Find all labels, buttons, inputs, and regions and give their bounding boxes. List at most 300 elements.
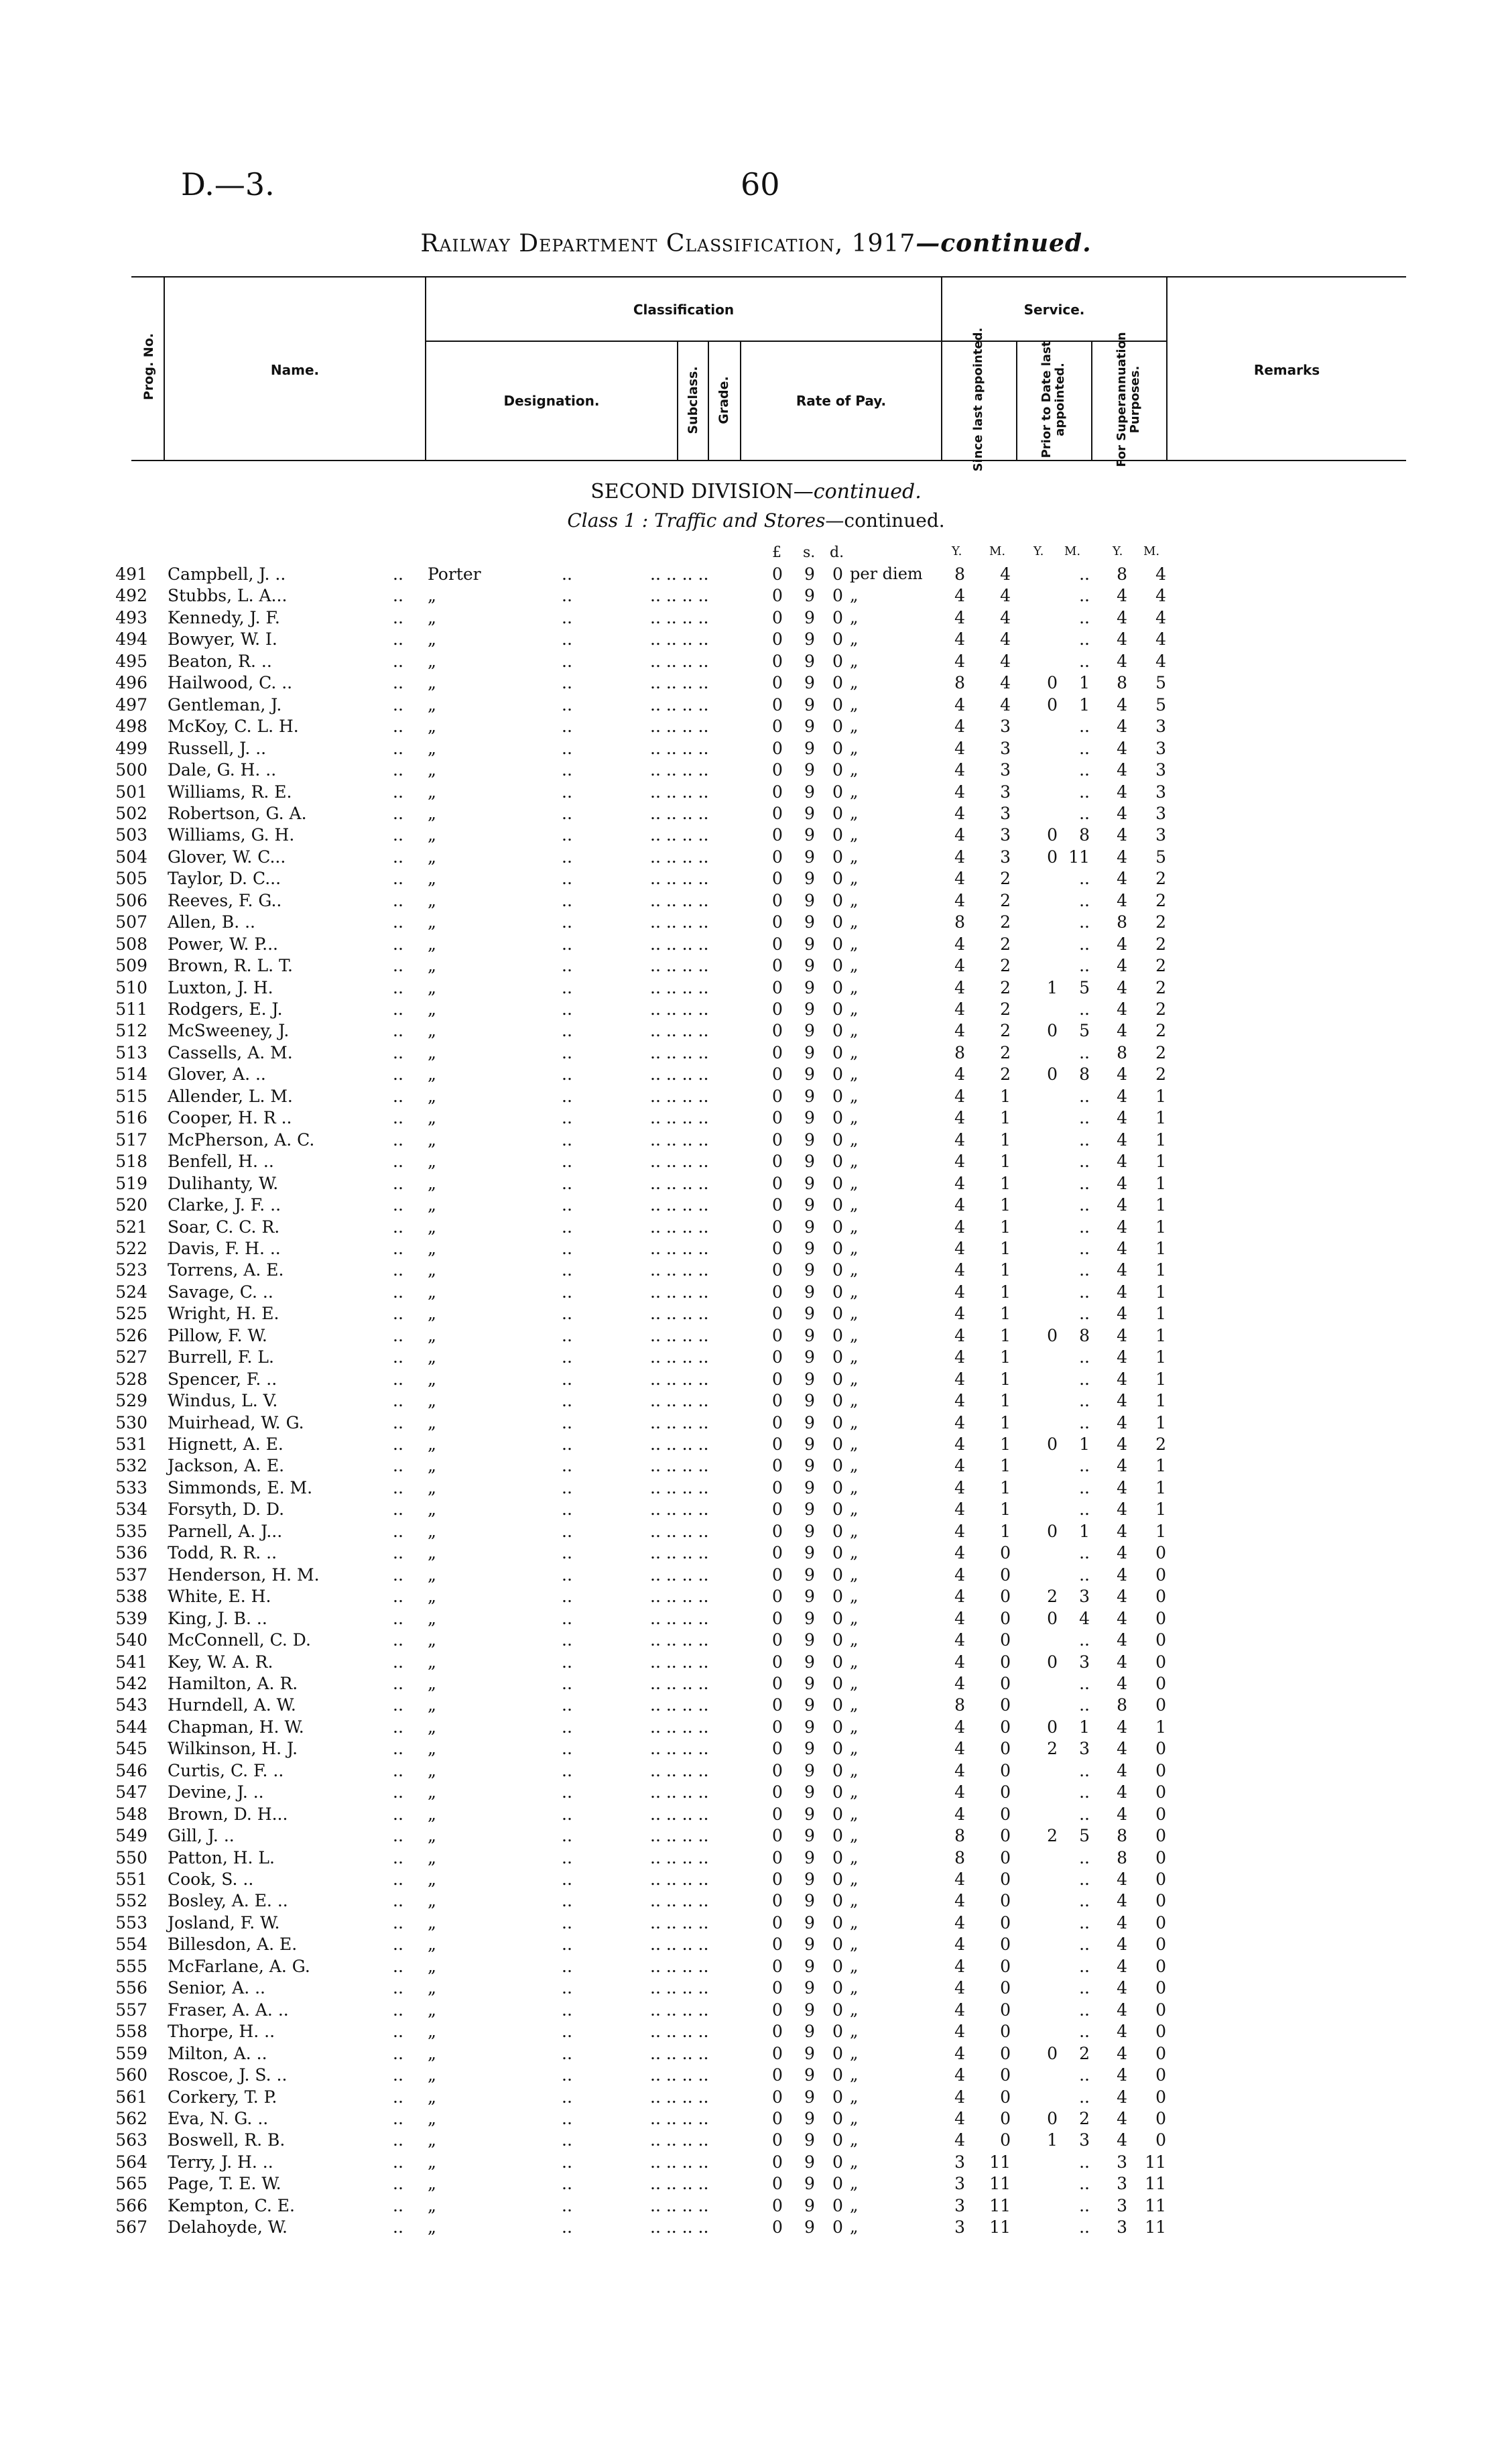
table-row (0, 978, 1512, 999)
leader-dots: .. (393, 1129, 403, 1150)
row-since-years: 4 (954, 1891, 965, 1911)
leader-dots: .. (393, 1260, 403, 1280)
leader-dots: .. (393, 782, 403, 802)
row-prior-months: .. (1079, 1499, 1090, 1520)
row-number: 535 (115, 1521, 147, 1541)
leader-dots: .. .. .. .. (650, 1587, 709, 1607)
row-prior-months: .. (1079, 738, 1090, 758)
row-rate-period: „ (850, 1521, 859, 1540)
table-row (0, 1499, 1512, 1521)
table-row (0, 2065, 1512, 2087)
unit-super-months: M. (1143, 544, 1160, 558)
rate-shillings: 9 (804, 2022, 815, 2042)
rate-shillings: 9 (804, 651, 815, 671)
leader-dots: .. (393, 651, 403, 671)
row-since-months: 0 (1000, 2065, 1011, 2085)
rate-shillings: 9 (804, 1543, 815, 1563)
row-prior-months: 2 (1079, 2043, 1090, 2063)
row-designation: „ (428, 586, 436, 606)
rate-pence: 0 (832, 1717, 843, 1737)
row-since-months: 0 (1000, 1891, 1011, 1911)
row-super-years: 4 (1117, 2130, 1127, 2150)
leader-dots: .. (393, 1630, 403, 1650)
row-super-years: 4 (1117, 956, 1127, 976)
row-name: McConnell, C. D. (168, 1630, 311, 1650)
row-since-years: 4 (954, 1238, 965, 1258)
row-since-months: 0 (1000, 2087, 1011, 2107)
row-name: Delahoyde, W. (168, 2217, 288, 2237)
row-number: 504 (115, 847, 147, 867)
leader-dots: .. (393, 1325, 403, 1345)
row-prior-months: .. (1079, 1630, 1090, 1650)
unit-super-years: Y. (1113, 544, 1123, 558)
row-name: Williams, G. H. (168, 825, 295, 845)
row-super-years: 4 (1117, 1608, 1127, 1628)
leader-dots: .. (562, 1129, 572, 1150)
leader-dots: .. .. .. .. (650, 1042, 709, 1062)
row-designation: „ (428, 934, 436, 954)
rate-shillings: 9 (804, 1129, 815, 1150)
row-since-years: 4 (954, 1217, 965, 1237)
rate-pence: 0 (832, 1347, 843, 1367)
row-designation: „ (428, 1391, 436, 1411)
leader-dots: .. (562, 673, 572, 693)
row-since-years: 4 (954, 1717, 965, 1737)
row-designation: „ (428, 1434, 436, 1454)
leader-dots: .. (393, 2108, 403, 2128)
row-name: Gentleman, J. (168, 694, 282, 715)
row-rate-period: „ (850, 1565, 859, 1584)
rate-shillings: 9 (804, 586, 815, 606)
leader-dots: .. (562, 869, 572, 889)
rate-pounds: 0 (772, 825, 783, 845)
leader-dots: .. (393, 1391, 403, 1411)
row-name: Dulihanty, W. (168, 1173, 279, 1193)
rate-pence: 0 (832, 2195, 843, 2215)
row-prior-months: .. (1079, 1042, 1090, 1062)
col-classification: Classification (633, 302, 735, 318)
row-super-months: 0 (1155, 1608, 1166, 1628)
leader-dots: .. (393, 869, 403, 889)
row-rate-period: „ (850, 1608, 859, 1628)
rate-pence: 0 (832, 2130, 843, 2150)
row-prior-months: 11 (1068, 847, 1090, 867)
row-super-months: 1 (1155, 1369, 1166, 1389)
rate-shillings: 9 (804, 1260, 815, 1280)
row-number: 539 (115, 1608, 147, 1628)
table-row (0, 1804, 1512, 1826)
leader-dots: .. (393, 1847, 403, 1867)
row-since-years: 4 (954, 717, 965, 737)
rate-pence: 0 (832, 1064, 843, 1085)
row-prior-months: .. (1079, 1912, 1090, 1932)
row-since-months: 1 (1000, 1173, 1011, 1193)
row-prior-months: .. (1079, 1782, 1090, 1802)
row-number: 530 (115, 1412, 147, 1432)
row-super-years: 4 (1117, 1891, 1127, 1911)
rate-shillings: 9 (804, 1064, 815, 1085)
row-rate-period: „ (850, 1673, 859, 1693)
leader-dots: .. (562, 2087, 572, 2107)
leader-dots: .. (562, 2065, 572, 2085)
row-name: Henderson, H. M. (168, 1565, 320, 1585)
row-prior-months: .. (1079, 586, 1090, 606)
row-rate-period: „ (850, 2043, 859, 2063)
row-since-months: 3 (1000, 847, 1011, 867)
leader-dots: .. (562, 1282, 572, 1302)
leader-dots: .. .. .. .. (650, 1608, 709, 1628)
table-row (0, 1130, 1512, 1152)
rate-pence: 0 (832, 999, 843, 1019)
row-name: Power, W. P... (168, 934, 278, 954)
row-designation: „ (428, 1782, 436, 1802)
rate-pounds: 0 (772, 1260, 783, 1280)
rate-pounds: 0 (772, 1129, 783, 1150)
row-since-years: 4 (954, 1912, 965, 1932)
row-since-months: 0 (1000, 1804, 1011, 1824)
rate-pounds: 0 (772, 1021, 783, 1041)
leader-dots: .. .. .. .. (650, 2152, 709, 2172)
row-rate-period: „ (850, 1195, 859, 1215)
row-rate-period: „ (850, 1391, 859, 1410)
row-designation: „ (428, 2174, 436, 2194)
row-super-years: 4 (1117, 1325, 1127, 1345)
leader-dots: .. .. .. .. (650, 1935, 709, 1955)
row-designation: „ (428, 1021, 436, 1041)
row-number: 537 (115, 1565, 147, 1585)
rate-pounds: 0 (772, 1217, 783, 1237)
row-super-years: 4 (1117, 1347, 1127, 1367)
row-since-months: 4 (1000, 586, 1011, 606)
row-since-years: 4 (954, 1173, 965, 1193)
row-super-months: 0 (1155, 1847, 1166, 1867)
row-since-years: 4 (954, 1739, 965, 1759)
rate-pounds: 0 (772, 2043, 783, 2063)
row-super-years: 4 (1117, 738, 1127, 758)
row-number: 556 (115, 1978, 147, 1998)
rate-shillings: 9 (804, 1499, 815, 1520)
rate-pounds: 0 (772, 977, 783, 997)
leader-dots: .. .. .. .. (650, 1782, 709, 1802)
row-rate-period: „ (850, 1064, 859, 1084)
row-number: 524 (115, 1282, 147, 1302)
leader-dots: .. .. .. .. (650, 607, 709, 627)
row-super-months: 0 (1155, 1956, 1166, 1976)
leader-dots: .. .. .. .. (650, 1456, 709, 1476)
table-row (0, 1782, 1512, 1804)
row-super-years: 4 (1117, 1935, 1127, 1955)
row-prior-months: .. (1079, 1956, 1090, 1976)
row-rate-period: „ (850, 1173, 859, 1192)
rate-pence: 0 (832, 912, 843, 932)
rate-pence: 0 (832, 1260, 843, 1280)
leader-dots: .. .. .. .. (650, 2195, 709, 2215)
table-row (0, 2044, 1512, 2065)
row-rate-period: „ (850, 1412, 859, 1432)
row-super-months: 1 (1155, 1152, 1166, 1172)
row-prior-months: 3 (1079, 2130, 1090, 2150)
row-super-months: 4 (1155, 651, 1166, 671)
row-since-months: 1 (1000, 1434, 1011, 1454)
row-name: Page, T. E. W. (168, 2174, 281, 2194)
row-number: 526 (115, 1325, 147, 1345)
leader-dots: .. (562, 1978, 572, 1998)
row-number: 560 (115, 2065, 147, 2085)
table-row (0, 1304, 1512, 1325)
row-since-months: 1 (1000, 1456, 1011, 1476)
rate-shillings: 9 (804, 1477, 815, 1497)
rate-shillings: 9 (804, 956, 815, 976)
leader-dots: .. (562, 2174, 572, 2194)
row-super-years: 4 (1117, 1260, 1127, 1280)
row-designation: „ (428, 1217, 436, 1237)
table-row (0, 1522, 1512, 1543)
row-since-years: 4 (954, 1086, 965, 1106)
rate-pounds: 0 (772, 717, 783, 737)
row-designation: „ (428, 825, 436, 845)
row-super-years: 4 (1117, 847, 1127, 867)
rate-shillings: 9 (804, 912, 815, 932)
row-number: 528 (115, 1369, 147, 1389)
row-name: Torrens, A. E. (168, 1260, 284, 1280)
rate-shillings: 9 (804, 2043, 815, 2063)
rate-shillings: 9 (804, 1391, 815, 1411)
row-name: Campbell, J. .. (168, 564, 286, 584)
row-designation: „ (428, 629, 436, 650)
row-number: 542 (115, 1673, 147, 1693)
leader-dots: .. (562, 1543, 572, 1563)
col-prog-no: Prog. No. (141, 333, 156, 400)
rate-pence: 0 (832, 1847, 843, 1867)
leader-dots: .. (562, 1042, 572, 1062)
rate-pence: 0 (832, 673, 843, 693)
row-super-years: 4 (1117, 1760, 1127, 1780)
row-designation: „ (428, 738, 436, 758)
rate-shillings: 9 (804, 2217, 815, 2237)
rate-pounds: 0 (772, 1826, 783, 1846)
leader-dots: .. (393, 1956, 403, 1976)
row-designation: „ (428, 2130, 436, 2150)
row-name: Todd, R. R. .. (168, 1543, 277, 1563)
rate-pounds: 0 (772, 1499, 783, 1520)
rate-pence: 0 (832, 1021, 843, 1041)
row-name: Bowyer, W. I. (168, 629, 277, 650)
row-number: 520 (115, 1195, 147, 1215)
row-prior-months: .. (1079, 2065, 1090, 2085)
leader-dots: .. (393, 1064, 403, 1085)
row-name: White, E. H. (168, 1587, 271, 1607)
row-prior-months: .. (1079, 1935, 1090, 1955)
row-number: 557 (115, 2000, 147, 2020)
row-number: 506 (115, 890, 147, 910)
rate-pence: 0 (832, 586, 843, 606)
row-designation: „ (428, 1347, 436, 1367)
leader-dots: .. .. .. .. (650, 1739, 709, 1759)
table-row (0, 1587, 1512, 1608)
row-number: 498 (115, 717, 147, 737)
rate-pence: 0 (832, 825, 843, 845)
rate-pounds: 0 (772, 1652, 783, 1672)
row-since-years: 4 (954, 1347, 965, 1367)
row-rate-period: „ (850, 694, 859, 714)
rate-shillings: 9 (804, 1434, 815, 1454)
rate-pounds: 0 (772, 934, 783, 954)
row-designation: „ (428, 1064, 436, 1085)
row-rate-period: „ (850, 2000, 859, 2019)
row-super-months: 2 (1155, 999, 1166, 1019)
row-name: Billesdon, A. E. (168, 1935, 298, 1955)
rate-shillings: 9 (804, 607, 815, 627)
row-rate-period: „ (850, 2108, 859, 2128)
table-row (0, 1152, 1512, 1173)
row-designation: „ (428, 1086, 436, 1106)
leader-dots: .. .. .. .. (650, 1021, 709, 1041)
table-row (0, 1543, 1512, 1565)
rate-shillings: 9 (804, 673, 815, 693)
leader-dots: .. (393, 1042, 403, 1062)
row-number: 521 (115, 1217, 147, 1237)
row-since-months: 2 (1000, 999, 1011, 1019)
leader-dots: .. .. .. .. (650, 1565, 709, 1585)
row-super-years: 4 (1117, 890, 1127, 910)
row-prior-months: 4 (1079, 1608, 1090, 1628)
row-number: 513 (115, 1042, 147, 1062)
row-since-months: 2 (1000, 1042, 1011, 1062)
row-name: Savage, C. .. (168, 1282, 273, 1302)
row-name: Forsyth, D. D. (168, 1499, 285, 1520)
row-since-years: 4 (954, 760, 965, 780)
row-since-months: 0 (1000, 1608, 1011, 1628)
rate-shillings: 9 (804, 1021, 815, 1041)
row-designation: „ (428, 1608, 436, 1628)
row-super-years: 4 (1117, 1064, 1127, 1085)
row-since-years: 4 (954, 1804, 965, 1824)
row-since-years: 4 (954, 1129, 965, 1150)
leader-dots: .. (562, 1217, 572, 1237)
row-super-years: 4 (1117, 651, 1127, 671)
section-division: SECOND DIVISION (590, 480, 794, 503)
unit-pence: d. (830, 544, 844, 561)
rate-shillings: 9 (804, 1695, 815, 1715)
row-prior-months: .. (1079, 2195, 1090, 2215)
row-prior-months: .. (1079, 1412, 1090, 1432)
row-since-years: 4 (954, 1760, 965, 1780)
rate-pounds: 0 (772, 1173, 783, 1193)
row-since-years: 4 (954, 1477, 965, 1497)
table-row (0, 1413, 1512, 1434)
leader-dots: .. (562, 1956, 572, 1976)
leader-dots: .. .. .. .. (650, 1760, 709, 1780)
rate-pounds: 0 (772, 1042, 783, 1062)
leader-dots: .. .. .. .. (650, 2108, 709, 2128)
row-since-months: 2 (1000, 890, 1011, 910)
row-super-years: 4 (1117, 782, 1127, 802)
row-designation: „ (428, 1195, 436, 1215)
row-super-years: 4 (1117, 1391, 1127, 1411)
row-since-months: 2 (1000, 1021, 1011, 1041)
row-number: 517 (115, 1129, 147, 1150)
row-super-years: 4 (1117, 825, 1127, 845)
row-rate-period: „ (850, 934, 859, 953)
row-since-years: 4 (954, 1782, 965, 1802)
row-prior-months: 2 (1079, 2108, 1090, 2128)
row-prior-months: .. (1079, 1260, 1090, 1280)
rate-pence: 0 (832, 1543, 843, 1563)
rate-shillings: 9 (804, 934, 815, 954)
rate-pounds: 0 (772, 1347, 783, 1367)
row-number: 515 (115, 1086, 147, 1106)
rate-pence: 0 (832, 760, 843, 780)
vrule-4 (708, 341, 709, 460)
row-name: Kempton, C. E. (168, 2195, 295, 2215)
row-super-years: 4 (1117, 1304, 1127, 1324)
row-number: 549 (115, 1826, 147, 1846)
row-number: 494 (115, 629, 147, 650)
row-prior-years: 0 (1047, 2108, 1058, 2128)
leader-dots: .. (562, 1086, 572, 1106)
row-since-years: 4 (954, 1587, 965, 1607)
row-designation: „ (428, 782, 436, 802)
row-since-years: 4 (954, 869, 965, 889)
row-rate-period: „ (850, 629, 859, 649)
leader-dots: .. .. .. .. (650, 1129, 709, 1150)
row-super-months: 1 (1155, 1325, 1166, 1345)
leader-dots: .. (393, 977, 403, 997)
leader-dots: .. (562, 1238, 572, 1258)
rate-shillings: 9 (804, 1152, 815, 1172)
row-since-months: 1 (1000, 1195, 1011, 1215)
rate-pence: 0 (832, 2087, 843, 2107)
row-since-months: 3 (1000, 717, 1011, 737)
header-bottom-rule (131, 460, 1406, 461)
row-number: 561 (115, 2087, 147, 2107)
row-super-years: 3 (1117, 2174, 1127, 2194)
row-designation: „ (428, 717, 436, 737)
rate-pence: 0 (832, 564, 843, 584)
table-row (0, 1217, 1512, 1239)
row-since-months: 1 (1000, 1282, 1011, 1302)
row-name: Luxton, J. H. (168, 977, 273, 997)
row-name: Brown, D. H... (168, 1804, 288, 1824)
row-since-months: 1 (1000, 1260, 1011, 1280)
rate-shillings: 9 (804, 847, 815, 867)
rate-pence: 0 (832, 694, 843, 715)
row-name: Curtis, C. F. .. (168, 1760, 284, 1780)
row-super-months: 0 (1155, 2043, 1166, 2063)
row-super-years: 4 (1117, 999, 1127, 1019)
rate-shillings: 9 (804, 1086, 815, 1106)
row-prior-months: 8 (1079, 1325, 1090, 1345)
leader-dots: .. (393, 607, 403, 627)
row-since-years: 4 (954, 847, 965, 867)
row-super-years: 4 (1117, 1434, 1127, 1454)
row-number: 563 (115, 2130, 147, 2150)
row-prior-months: .. (1079, 1543, 1090, 1563)
row-prior-months: 1 (1079, 1521, 1090, 1541)
row-designation: „ (428, 2000, 436, 2020)
leader-dots: .. (562, 1477, 572, 1497)
row-number: 554 (115, 1935, 147, 1955)
table-row (0, 1326, 1512, 1347)
row-super-months: 0 (1155, 1695, 1166, 1715)
row-super-years: 4 (1117, 1587, 1127, 1607)
row-super-years: 4 (1117, 2000, 1127, 2020)
row-super-months: 0 (1155, 1782, 1166, 1802)
col-designation: Designation. (503, 393, 600, 409)
row-prior-months: .. (1079, 2152, 1090, 2172)
row-prior-months: .. (1079, 956, 1090, 976)
leader-dots: .. (562, 782, 572, 802)
